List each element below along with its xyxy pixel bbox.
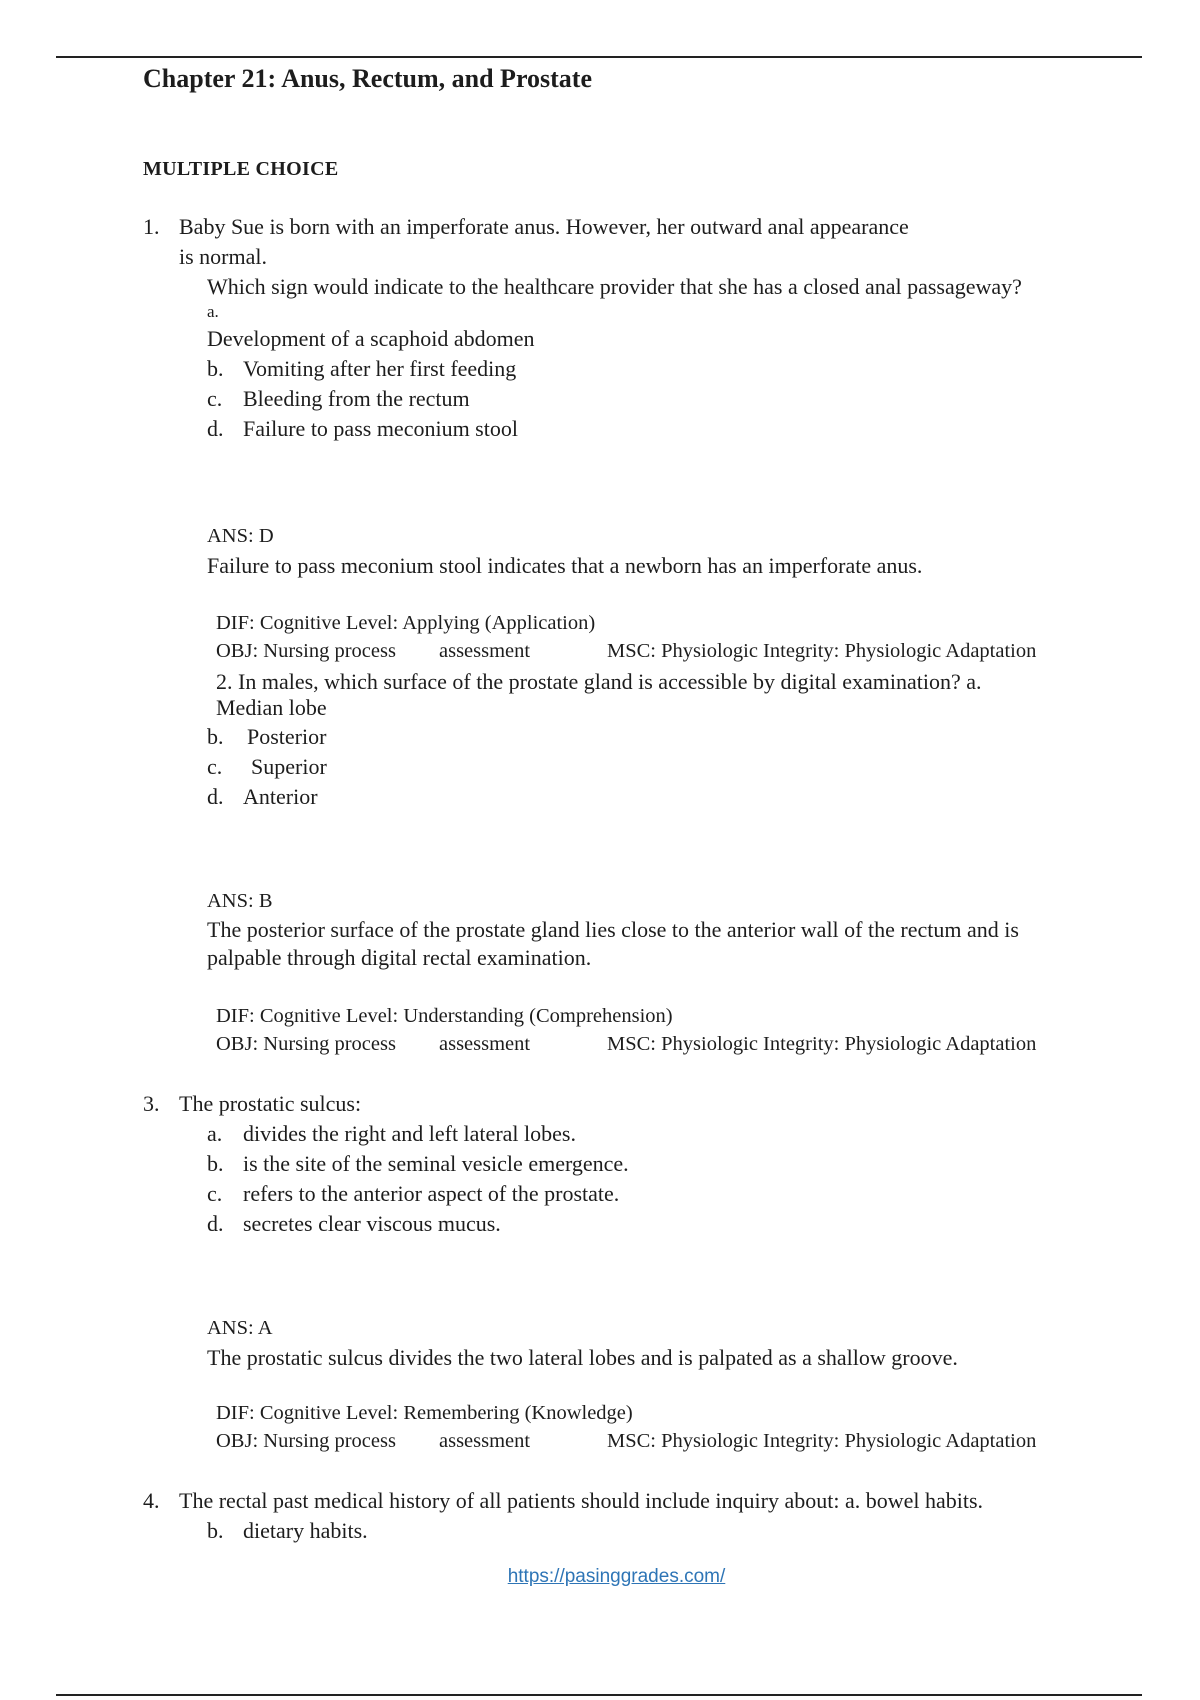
question-number: 3. — [143, 1091, 160, 1116]
rationale-line2: palpable through digital rectal examination. — [207, 945, 592, 970]
difficulty: DIF: Cognitive Level: Understanding (Comprehension) — [216, 1005, 673, 1027]
answer: ANS: B — [207, 890, 273, 912]
question-number: 4. — [143, 1488, 160, 1513]
top-rule — [56, 56, 1142, 58]
chapter-title: Chapter 21: Anus, Rectum, and Prostate — [143, 64, 592, 93]
option-b: b. is the site of the seminal vesicle emergence. — [207, 1151, 629, 1176]
question-3-stem: 3. The prostatic sulcus: — [143, 1091, 362, 1116]
question-1-stem-line3: Which sign would indicate to the healthcare provider that she has a closed anal passageway? — [207, 274, 1022, 299]
section-heading: MULTIPLE CHOICE — [143, 158, 339, 180]
objective-detail: assessment — [439, 1430, 531, 1452]
question-4-stem: 4. The rectal past medical history of all patients should include inquiry about: a. bowel habits. — [143, 1488, 984, 1513]
option-a: a. divides the right and left lateral lobes. — [207, 1121, 576, 1146]
option-d: d. Anterior — [207, 784, 318, 809]
rationale-line1: The posterior surface of the prostate gland lies close to the anterior wall of the rectum and is — [207, 917, 1019, 942]
objective: OBJ: Nursing process — [216, 1430, 396, 1452]
rationale: The prostatic sulcus divides the two lateral lobes and is palpated as a shallow groove. — [207, 1345, 958, 1370]
option-d: d. secretes clear viscous mucus. — [207, 1211, 501, 1236]
msc: MSC: Physiologic Integrity: Physiologic Adaptation — [607, 1033, 1037, 1055]
question-1-stem-line1: 1. Baby Sue is born with an imperforate anus. However, her outward anal appearance — [143, 214, 909, 239]
option-c: c. refers to the anterior aspect of the prostate. — [207, 1181, 620, 1206]
question-2-stem-line1: 2. In males, which surface of the prostate gland is accessible by digital examination? a. — [216, 669, 982, 694]
option-b: b. Posterior — [207, 724, 327, 749]
rationale: Failure to pass meconium stool indicates that a newborn has an imperforate anus. — [207, 553, 923, 578]
objective-detail: assessment — [439, 1033, 531, 1055]
option-letter: a. — [207, 302, 219, 321]
objective-detail: assessment — [439, 640, 531, 662]
question-1-stem-line2: is normal. — [179, 244, 267, 269]
difficulty: DIF: Cognitive Level: Applying (Application) — [216, 612, 596, 634]
msc: MSC: Physiologic Integrity: Physiologic Adaptation — [607, 1430, 1037, 1452]
question-2-stem-line2: Median lobe — [216, 695, 327, 720]
option-b: b. dietary habits. — [207, 1518, 368, 1543]
option-c: c. Superior — [207, 754, 327, 779]
option-b: b. Vomiting after her first feeding — [207, 356, 517, 381]
difficulty: DIF: Cognitive Level: Remembering (Knowledge) — [216, 1402, 633, 1424]
bottom-rule — [56, 1694, 1142, 1696]
option-d: d. Failure to pass meconium stool — [207, 416, 518, 441]
objective: OBJ: Nursing process — [216, 1033, 396, 1055]
footer-link[interactable]: https://pasinggrades.com/ — [507, 1566, 726, 1587]
msc: MSC: Physiologic Integrity: Physiologic Adaptation — [607, 640, 1037, 662]
answer: ANS: A — [207, 1317, 273, 1339]
question-number: 1. — [143, 214, 160, 239]
option-a-text: Development of a scaphoid abdomen — [207, 326, 535, 351]
answer: ANS: D — [207, 525, 274, 547]
option-c: c. Bleeding from the rectum — [207, 386, 470, 411]
objective: OBJ: Nursing process — [216, 640, 396, 662]
